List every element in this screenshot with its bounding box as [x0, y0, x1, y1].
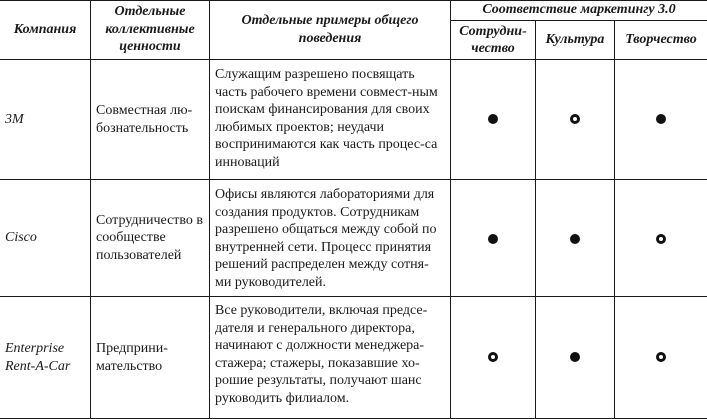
- header-values: Отдельные коллективные ценности: [105, 4, 195, 55]
- row-cisco-value: Сотрудничество в сообществе пользователей: [96, 212, 204, 263]
- col-divider-2: [209, 0, 210, 419]
- header-marketing: Соответствие маркетингу 3.0: [482, 2, 676, 18]
- col-divider-5: [614, 20, 615, 419]
- row-3m-company: 3M: [5, 111, 24, 127]
- row-cisco-culture-mark: [570, 234, 580, 244]
- row-cisco-company: Cisco: [5, 230, 37, 246]
- row-enterprise-company: Enterprise Rent-A-Car: [5, 341, 71, 374]
- row-3m-value: Совместная лю-бознательность: [96, 103, 193, 136]
- header-behavior: Отдельные примеры общего поведения: [241, 13, 419, 46]
- header-collaboration: Сотрудни-чество: [459, 23, 527, 56]
- row-3m-culture-mark: [570, 114, 580, 124]
- row-cisco-creativity-mark: [656, 234, 666, 244]
- header-company: Компания: [13, 21, 77, 37]
- header-culture: Культура: [545, 32, 605, 48]
- col-divider-3: [450, 0, 451, 419]
- row-enterprise-behavior: Все руководители, включая предсе-дателя и генерального директора, начинают с должности менеджера-стажера; стажеры, показавшие хо-рошие результаты, получают шанс руководить филиалом.: [215, 303, 428, 406]
- row-cisco-behavior: Офисы являются лабораториями для создания продуктов. Сотрудникам разрешено общаться между собой по внутренней сети. Процесс принятия решений распределен между сотня-ми руководителей.: [215, 187, 437, 290]
- row-enterprise-culture-mark: [570, 352, 580, 362]
- col-divider-1: [90, 0, 91, 419]
- row-cisco-collaboration-mark: [488, 234, 498, 244]
- row-enterprise-creativity-mark: [656, 352, 666, 362]
- row-3m-behavior: Служащим разрешено посвящать часть рабочего времени совмест-ным поискам финансирования для своих любимых проектов; неудачи воспринимаются как часть процес-са инноваций: [215, 67, 438, 170]
- header-creativity: Творчество: [625, 32, 697, 48]
- row-3m-collaboration-mark: [488, 114, 498, 124]
- row-enterprise-collaboration-mark: [488, 352, 498, 362]
- row-3m-creativity-mark: [656, 114, 666, 124]
- row-enterprise-value: Предприни-мательство: [96, 341, 168, 374]
- col-divider-4: [535, 20, 536, 419]
